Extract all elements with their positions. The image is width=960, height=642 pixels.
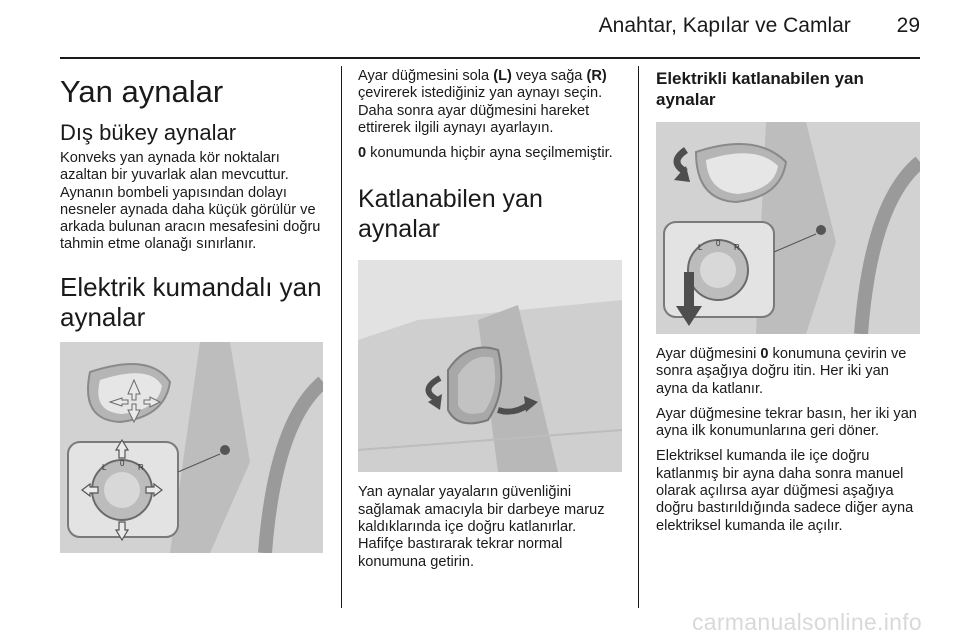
folding-mirror-figure xyxy=(358,260,622,472)
page-header xyxy=(60,14,920,48)
subsection-heading: Elektrik kumandalı yan aynalar xyxy=(60,271,322,332)
select-mirror-text: Ayar düğmesini sola (L) veya sağa (R) çevirerek istediğiniz yan aynayı seçin. Daha sonra ayar düğmesini hareket ettirerek ilgili aynayı ayarlayın. xyxy=(358,68,607,136)
svg-text:L: L xyxy=(102,462,107,472)
page-number: 29 xyxy=(896,14,920,37)
folding-mirror-text: Yan aynalar yayaların güvenliğini sağlamak amacıyla bir darbeye maruz kaldıklarında içe doğru katlanırlar. Hafifçe bastırarak tekrar normal konumuna getirin. xyxy=(358,484,605,570)
svg-text:R: R xyxy=(138,462,144,472)
mirror-adjust-figure xyxy=(60,342,323,553)
column-divider xyxy=(341,66,342,608)
column-divider xyxy=(638,66,639,608)
section-heading: Yan aynalar xyxy=(60,74,224,109)
column-2 xyxy=(358,68,624,579)
fold-instruction-text: Ayar düğmesini 0 konumuna çevirin ve sonra aşağıya doğru itin. Her iki yan ayna da katlanır. xyxy=(656,346,907,397)
column-3 xyxy=(656,68,922,543)
manual-open-note-text: Elektriksel kumanda ile içe doğru katlanmış bir ayna daha sonra manuel olarak açılırsa ayar düğmesi aşağıya doğru bastırıldığında sadece diğer ayna elektriksel kumanda ile açılır. xyxy=(656,448,914,534)
subsection-heading: Dış bükey aynalar xyxy=(60,120,237,145)
section-heading: Katlanabilen yan aynalar xyxy=(358,185,543,244)
chapter-title: Anahtar, Kapılar ve Camlar xyxy=(598,14,851,37)
unfold-instruction-text: Ayar düğmesine tekrar basın, her iki yan ayna ilk konumunlarına geri döner. xyxy=(656,405,917,440)
svg-text:0: 0 xyxy=(716,239,721,248)
column-1 xyxy=(60,68,328,553)
zero-position-text: 0 konumunda hiçbir ayna seçilmemiştir. xyxy=(358,145,613,162)
electric-folding-figure xyxy=(656,122,920,334)
header-rule xyxy=(60,57,920,59)
svg-text:0: 0 xyxy=(120,458,125,468)
watermark: carmanualsonline.info xyxy=(691,609,922,635)
convex-mirror-text: Konveks yan aynada kör noktaları azaltan bir yuvarlak alan mevcuttur. Aynanın bombeli yapısından dolayı nesneler aynada daha küçük görülür ve arkada bulunan aracın mesafesini doğru tahmin etme olanağı sınırlanır. xyxy=(60,150,321,253)
svg-text:L: L xyxy=(698,243,703,252)
svg-text:R: R xyxy=(734,243,740,252)
subsection-heading: Elektrikli katlanabilen yan aynalar xyxy=(656,69,864,109)
